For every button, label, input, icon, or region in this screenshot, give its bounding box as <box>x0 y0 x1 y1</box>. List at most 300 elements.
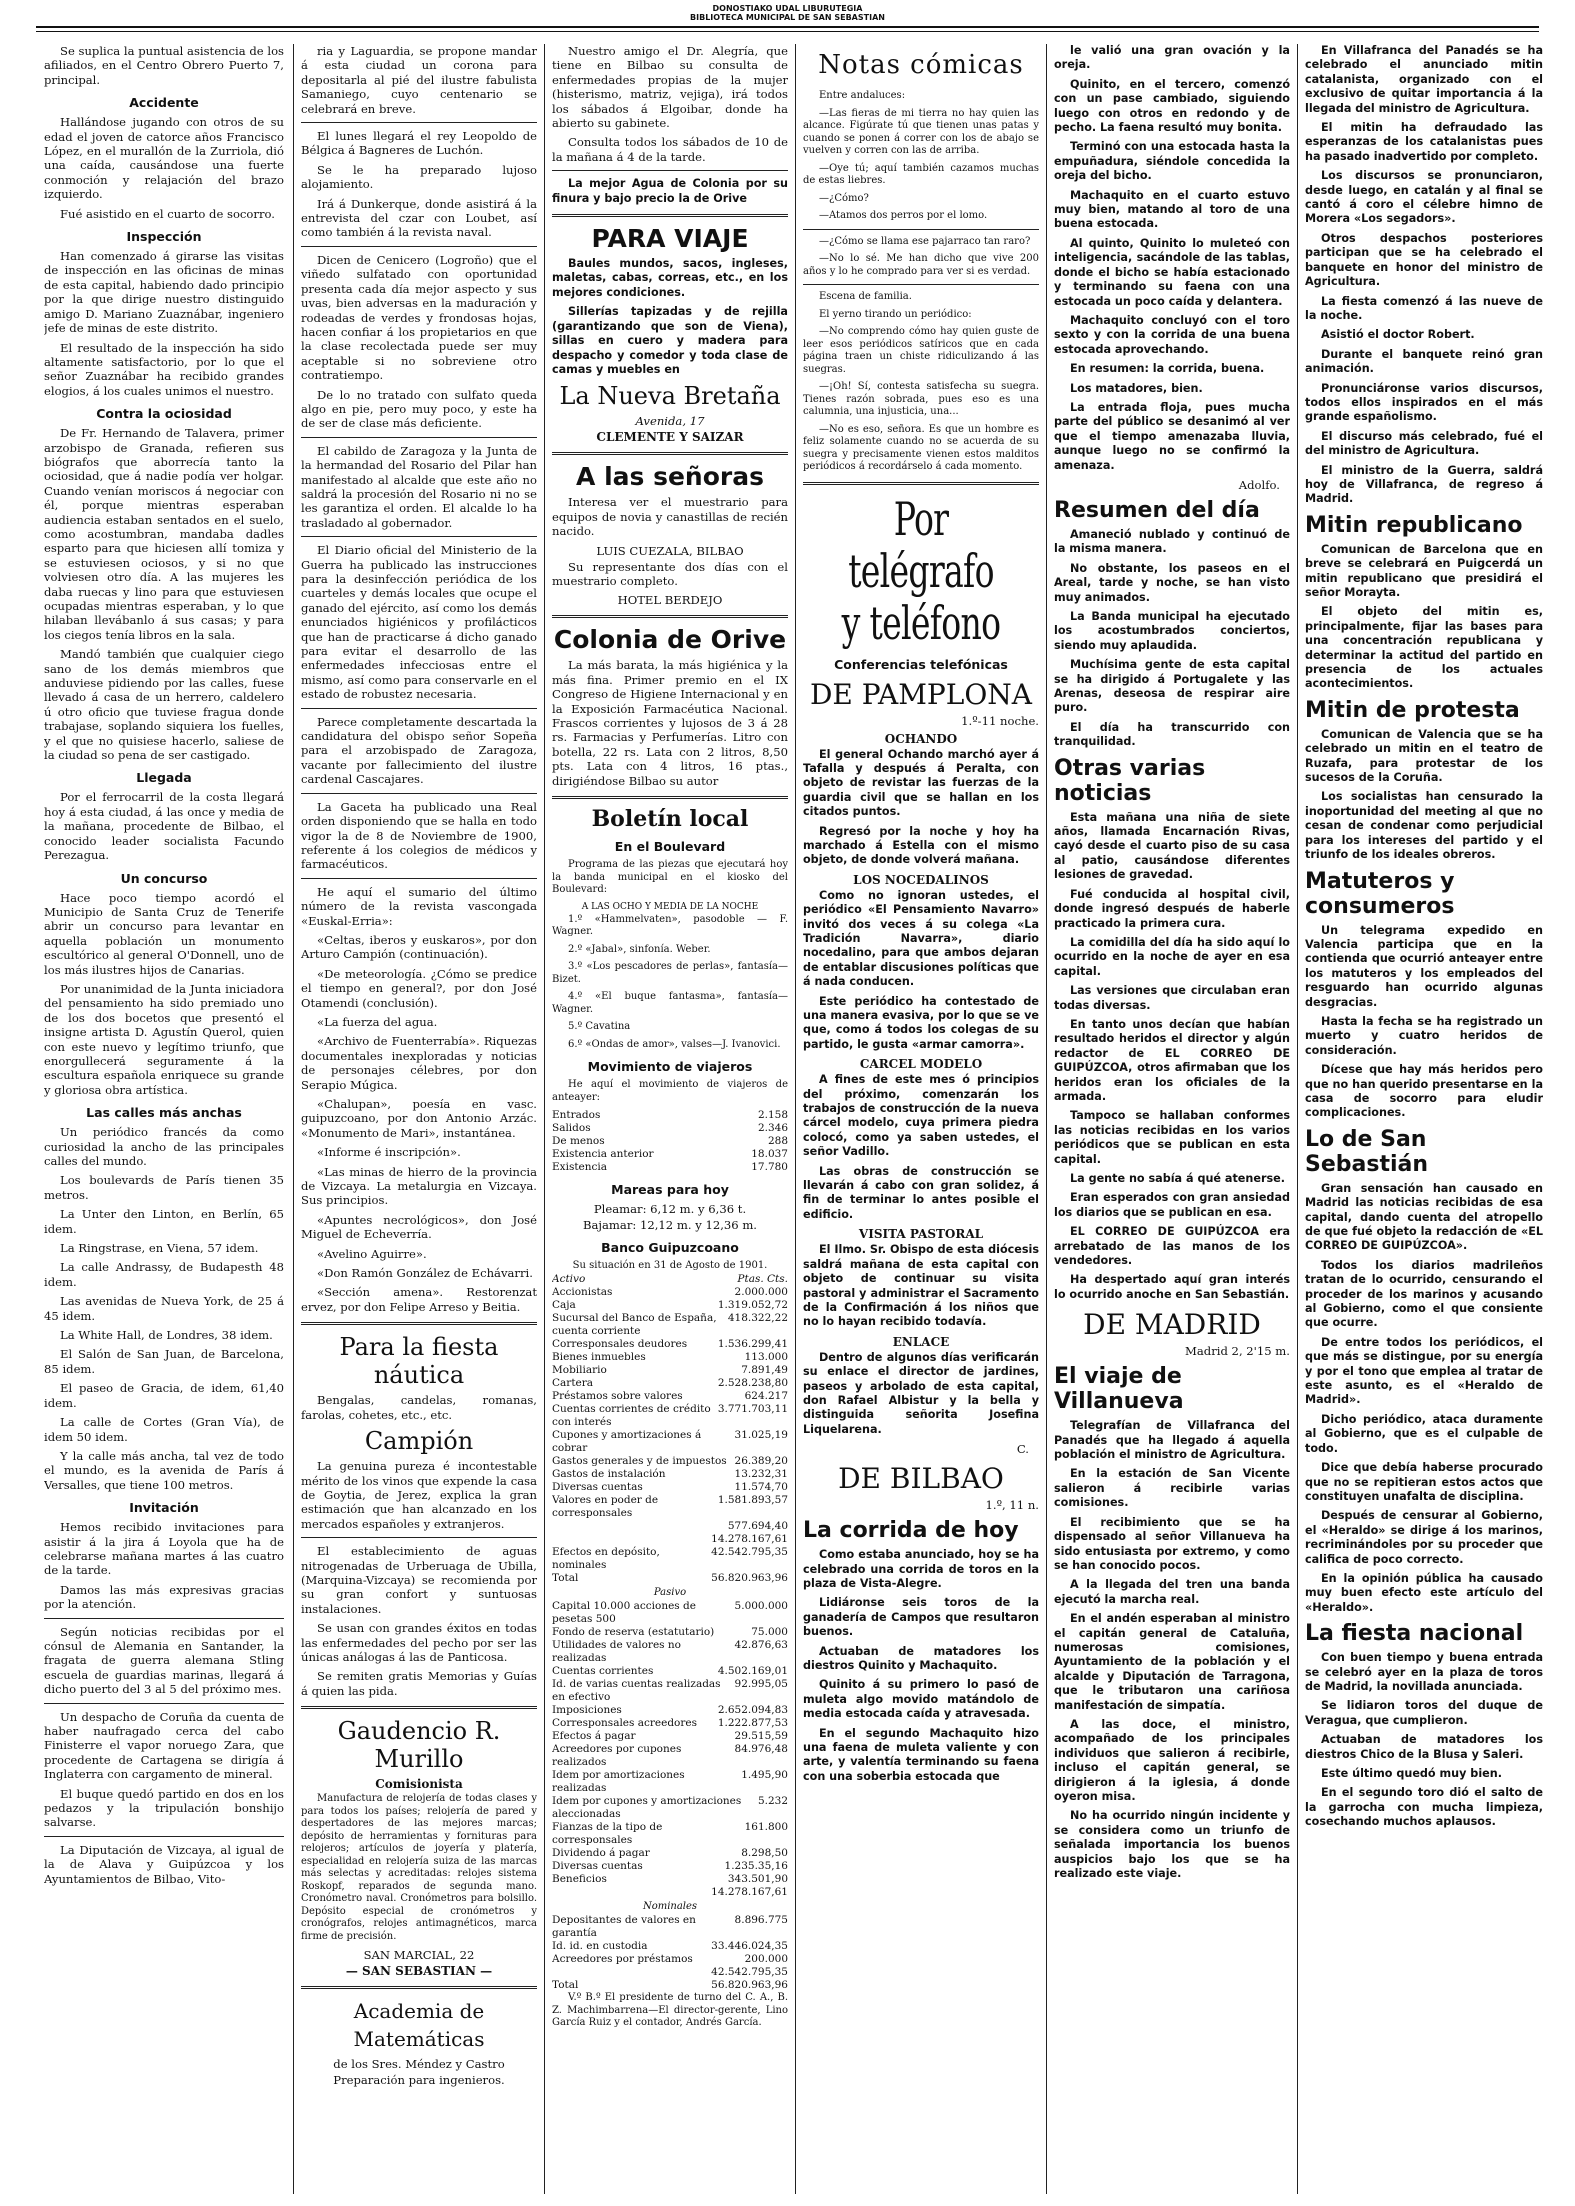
paragraph: El Salón de San Juan, de Barcelona, 85 idem. <box>44 1347 284 1376</box>
paragraph: En tanto unos decían que habían resultado heridos el director y algún redactor de EL CORREO DE GUIPÚZCOA, otros afirmaban que los heridos eran los oficiales de la armada. <box>1054 1017 1290 1103</box>
signature: C. <box>1016 1442 1029 1457</box>
table-row: De menos 288 <box>552 1135 788 1147</box>
paragraph: La mejor Agua de Colonia por su finura y bajo precio la de Orive <box>552 177 788 205</box>
divider <box>301 1986 537 1989</box>
paragraph: Al quinto, Quinito lo muleteó con inteligencia, sacándole de las tablas, donde el bicho se había estacionado y terminando su faena con una estocada un poco caída y delantera. <box>1054 236 1290 308</box>
paragraph: Hasta la fecha se ha registrado un muerto y cuatro heridos de consideración. <box>1305 1014 1543 1057</box>
paragraph: En resumen: la corrida, buena. <box>1070 362 1265 376</box>
ad-subtitle: Comisionista <box>375 1777 463 1792</box>
paragraph: La Gaceta ha publicado una Real orden disponiendo que se halla en todo vigor la de 8 de Noviembre de 1900, referente á los colegios de médicos y farmacéuticos. <box>301 799 537 872</box>
table-row: Entrados 2.158 <box>552 1109 788 1121</box>
program-time: A LAS OCHO Y MEDIA DE LA NOCHE <box>581 901 759 912</box>
table-cell-value: 75.000 <box>751 1626 788 1638</box>
table-header: Pasivo <box>653 1587 687 1598</box>
bank-activo-table <box>552 1286 788 1585</box>
table-row <box>552 1953 788 1966</box>
divider <box>803 229 1039 230</box>
table-cell-value: 3.771.703,11 <box>717 1403 788 1415</box>
divider <box>552 615 788 618</box>
paragraph: El Diario oficial del Ministerio de la Guerra ha publicado las instrucciones para la desinfección periódica de los cuarteles y demás locales que ocupe el ganado del ejército, así como los demás enunciados higiénicos y profilácticos que han de practicarse á dicho ganado para evitar el desarrollo de las enfermedades infecciosas entre el mismo, así como para conservarle en el estado de robustez necesaria. <box>301 543 537 702</box>
paragraph: —Atamos dos perros por el lomo. <box>819 210 988 221</box>
columns <box>44 44 1546 2194</box>
divider <box>44 1836 284 1837</box>
table-cell-label: Corresponsales acreedores <box>552 1717 698 1729</box>
table-cell-label: Utilidades de valores no realizadas <box>552 1639 681 1664</box>
table-cell-label: Capital 10.000 acciones de pesetas 500 <box>552 1600 696 1625</box>
section-heading: Banco Guipuzcoano <box>601 1240 739 1255</box>
paragraph: Los boulevards de París tienen 35 metros. <box>44 1173 284 1202</box>
table-cell-label: Imposiciones <box>552 1704 622 1716</box>
column-3 <box>552 44 788 2194</box>
section-heading-pamplona: DE PAMPLONA <box>809 677 1033 711</box>
paragraph: El paseo de Gracia, de idem, 61,40 idem. <box>44 1381 284 1410</box>
table-cell-value: 1.581.893,57 <box>717 1494 788 1506</box>
paragraph: Todos los diarios madrileños tratan de lo ocurrido, censurando el proceder de los marinos y acusando al Gobierno, como el que consiente que ocurre. <box>1305 1258 1543 1330</box>
paragraph: De entre todos los periódicos, el que más se distingue, por su energía y por el tono que emplea al tratar de este asunto, es el «Heraldo de Madrid». <box>1305 1335 1543 1407</box>
table-cell-label: Idem por amortizaciones realizadas <box>552 1769 685 1794</box>
table-cell-value: 1.222.877,53 <box>717 1717 788 1729</box>
table-cell-value: 13.232,31 <box>734 1468 788 1480</box>
paragraph: El mitin ha defraudado las esperanzas de los catalanistas pues ha pasado inadvertido por completo. <box>1305 121 1543 163</box>
table-cell-value: 29.515,59 <box>734 1730 788 1742</box>
table-row <box>552 1364 788 1377</box>
table-header: Activo Ptas. Cts. <box>552 1273 788 1285</box>
section-heading: Contra la ociosidad <box>96 406 232 422</box>
paragraph: Durante el banquete reinó gran animación. <box>1305 347 1543 376</box>
paragraph: De lo no tratado con sulfato queda algo en pie, pero muy poco, y este ha de ser de clase más deficiente. <box>301 387 537 431</box>
paragraph: He aquí el movimiento de viajeros de anteayer: <box>552 1079 788 1103</box>
divider <box>301 708 537 709</box>
table-row <box>552 1351 788 1364</box>
table-row <box>552 1286 788 1299</box>
paragraph: «Apuntes necrológicos», don José Miguel de Echeverría. <box>301 1212 537 1242</box>
paragraph: Regresó por la noche y hoy ha marchado á Estella con el mismo objeto, de donde volverá mañana. <box>803 824 1039 867</box>
table-cell-value: 56.820.963,96 <box>711 1979 788 1991</box>
table-cell-label: Efectos á pagar <box>552 1730 636 1742</box>
paragraph: Su representante dos días con el muestrario completo. <box>552 559 788 588</box>
table-row <box>552 1455 788 1468</box>
paragraph: Un telegrama expedido en Valencia participa que en la contienda que ocurrió anteayer entre los matuteros y los empleados del resguardo han ocurrido algunas desgracias. <box>1305 923 1543 1009</box>
paragraph: Asistió el doctor Robert. <box>1321 328 1475 342</box>
table-cell-value: 42.542.795,35 <box>711 1966 788 1978</box>
table-cell-value: 56.820.963,96 <box>711 1572 788 1584</box>
paragraph: Hallándose jugando con otros de su edad el joven de catorce años Francisco López, en el murallón de la Zurriola, dió una caída, causándose una fuerte conmoción y relajación del brazo izquierdo. <box>44 115 284 202</box>
paragraph: Consulta todos los sábados de 10 de la mañana á 4 de la tarde. <box>552 135 788 164</box>
table-cell-label: Sucursal del Banco de España, cuenta corriente <box>552 1312 717 1337</box>
paragraph: La Ringstrase, en Viena, 57 idem. <box>60 1241 259 1256</box>
table-row <box>552 1769 788 1795</box>
paragraph: La fiesta comenzó á las nueve de la noche. <box>1305 294 1543 322</box>
paragraph: La Banda municipal ha ejecutado los acostumbrados conciertos, siendo muy aplaudida. <box>1054 610 1290 652</box>
bank-date: Su situación en 31 de Agosto de 1901. <box>572 1260 768 1271</box>
paragraph: Comunican de Barcelona que en breve se celebrará en Puigcerdá un mitin republicano que presidirá el señor Morayta. <box>1305 542 1543 599</box>
paragraph: Según noticias recibidas por el cónsul de Alemania en Santander, la fragata de guerra alemana Stling escuela de guardias marinas, llegará á dicho puerto del 3 al 5 del próximo mes. <box>44 1624 284 1697</box>
paragraph: —Oye tú; aquí también cazamos muchas de estas liebres. <box>803 162 1039 186</box>
ad-title-nautica: Para la fiesta náutica <box>339 1333 499 1390</box>
paragraph: «Don Ramón González de Echávarri. <box>317 1266 533 1281</box>
table-row <box>552 1743 788 1769</box>
paragraph: —No es eso, señora. Es que un hombre es feliz solamente cuando no se acuerda de su suegra y precisamente vienen estos malditos periódicos á recordárselo á cada momento. <box>803 423 1039 472</box>
divider <box>803 284 1039 285</box>
table-cell-value: 84.976,48 <box>734 1743 788 1755</box>
ad-title-orive: Colonia de Orive <box>553 625 787 655</box>
section-heading-notas: Notas cómicas <box>818 50 1024 80</box>
paragraph: Como estaba anunciado, hoy se ha celebrado una corrida de toros en la plaza de Vista-Alegre. <box>803 1548 1039 1590</box>
paragraph: Otros despachos posteriores participan que se ha celebrado el banquete en honor del ministro de Agricultura. <box>1305 231 1543 289</box>
section-heading-bilbao: DE BILBAO <box>838 1462 1004 1496</box>
dateline: Madrid 2, 2'15 m. <box>1185 1344 1290 1359</box>
paragraph: La genuina pureza é incontestable mérito de los vinos que expende la casa de Goytia, de Jerez, explica la gran estimación que han alcanzado en los mercados españoles y extranjeros. <box>301 1459 537 1531</box>
ad-title-senoras: A las señoras <box>576 462 764 492</box>
paragraph: le valió una gran ovación y la oreja. <box>1054 44 1290 72</box>
paragraph: Se usan con grandes éxitos en todas las enfermedades del pecho por ser las únicas análogas á las de Panticosa. <box>301 1621 537 1664</box>
table-cell-label: Cartera <box>552 1377 594 1389</box>
table-cell-label: Cuentas corrientes de crédito con interés <box>552 1403 711 1428</box>
column-rule <box>544 44 545 2194</box>
column-4 <box>803 44 1039 2194</box>
paragraph: EL CORREO DE GUIPÚZCOA era arrebatado de las manos de los vendedores. <box>1054 1225 1290 1268</box>
ad-names: CLEMENTE Y SAIZAR <box>596 430 744 445</box>
dateline: 1.º-11 noche. <box>961 713 1039 728</box>
paragraph: El ministro de la Guerra, saldrá hoy de Villafranca, de regreso á Madrid. <box>1305 463 1543 506</box>
table-row <box>552 1299 788 1312</box>
paragraph: Hace poco tiempo acordó el Municipio de Santa Cruz de Tenerife abrir un concurso para levantar en aquella población un monumento escultórico al general O'Donnell, uno de los más ilustres hijos de Canarias. <box>44 890 284 977</box>
table-row <box>552 1730 788 1743</box>
divider <box>44 1703 284 1704</box>
paragraph: «De meteorología. ¿Cómo se predice el tiempo en general?, por don José Otamendi (conclusión). <box>301 966 537 1010</box>
paragraph: La Unter den Linton, en Berlín, 65 idem. <box>44 1207 284 1236</box>
section-heading-fiesta: La fiesta nacional <box>1305 1621 1524 1647</box>
paragraph: Pronunciáronse varios discursos, todos ellos inspirados en el más grande españolismo. <box>1305 381 1543 424</box>
table-row <box>552 1520 788 1533</box>
paragraph: En el segundo toro dió el salto de la garrocha con mucha limpieza, cosechando muchos aplausos. <box>1305 1786 1543 1829</box>
paragraph: A las doce, el ministro, acompañado de los principales individuos que salieron á recibirle, incluso el capitán general, se dirigieron á la iglesia, á donde oyeron misa. <box>1054 1717 1290 1803</box>
tide-line: Pleamar: 6,12 m. y 6,36 t. <box>593 1202 747 1216</box>
paragraph: Dice que debía haberse procurado que no se repitieran estos actos que constituyen unafalta de disciplina. <box>1305 1461 1543 1503</box>
table-row <box>552 1481 788 1494</box>
section-heading-mitin-protesta: Mitin de protesta <box>1305 697 1520 723</box>
table-row <box>552 1966 788 1979</box>
table-cell-value: 1.536.299,41 <box>717 1338 788 1350</box>
table-row: Salidos 2.346 <box>552 1122 788 1134</box>
paragraph: Dicho periódico, ataca duramente al Gobierno, que es el culpable de todo. <box>1305 1412 1543 1455</box>
column-rule <box>1046 44 1047 2194</box>
table-row <box>552 1533 788 1546</box>
program-item: 3.º «Los pescadores de perlas», fantasía—Bizet. <box>552 961 788 985</box>
paragraph: Esta mañana una niña de siete años, llamada Encarnación Rivas, cayó desde el cuarto piso de su casa al patio, causándose diferentes lesiones de gravedad. <box>1054 810 1290 882</box>
paragraph: «Avelino Aguirre». <box>317 1246 427 1261</box>
divider <box>301 1322 537 1325</box>
paragraph: Las obras de construcción se llevarán á cabo con gran solidez, á fin de terminar lo antes posible el edificio. <box>803 1164 1039 1221</box>
table-cell-value: 1.495,90 <box>741 1769 788 1781</box>
divider <box>301 437 537 438</box>
table-cell-value: 42.542.795,35 <box>711 1546 788 1558</box>
paragraph: Manufactura de relojería de todas clases y para todos los países; relojería de pared y despertadores de las mejores marcas; depósito de herramientas y fornituras para relojeros; artículos de joyería y platería, especialidad en relojería suiza de las marcas más selectas y acreditadas: relojes sistema Roskopf, reparados de segunda mano. Cronómetro naval. Cronómetros para bolsillo. Depósito especial de cronómetros y cronógrafos, relojes antimagnéticos, marca firme de precisión. <box>301 1793 537 1942</box>
paragraph: Lidiáronse seis toros de la ganadería de Campos que resultaron buenos. <box>803 1596 1039 1639</box>
paragraph: Fué conducida al hospital civil, donde ingresó después de haberle practicado la primera cura. <box>1054 887 1290 930</box>
section-heading-resumen: Resumen del día <box>1054 497 1260 523</box>
table-row <box>552 1338 788 1351</box>
paragraph: Se lidiaron toros del duque de Veragua, que cumplieron. <box>1305 1699 1543 1727</box>
paragraph: La Diputación de Vizcaya, al igual de la de Alava y Guipúzcoa y los Ayuntamientos de Bilbao, Vito- <box>44 1842 284 1886</box>
table-row <box>552 1572 788 1585</box>
paragraph: Hemos recibido invitaciones para asistir á la jira á Loyola que ha de celebrarse mañana martes á las cuatro de la tarde. <box>44 1520 284 1578</box>
paragraph: Bengalas, candelas, romanas, farolas, cohetes, etc., etc. <box>301 1393 537 1422</box>
divider <box>552 452 788 455</box>
bank-pasivo-table <box>552 1600 788 1899</box>
table-row <box>552 1403 788 1429</box>
table-row <box>552 1639 788 1665</box>
ad-line: de los Sres. Méndez y Castro <box>333 2057 505 2072</box>
table-row <box>552 1873 788 1886</box>
table-row <box>552 1979 788 1992</box>
table-cell-label: Corresponsales deudores <box>552 1338 688 1350</box>
section-heading-boletin: Boletín local <box>591 806 749 832</box>
table-cell-label: Total <box>552 1572 579 1584</box>
divider <box>552 796 788 799</box>
column-5 <box>1054 44 1290 2194</box>
paragraph: Los socialistas han censurado la inoportunidad del meeting al que no cesan de condenar como perjudicial para los intereses del partido y el triunfo de los ideales obreros. <box>1305 790 1543 862</box>
paragraph: Dentro de algunos días verificarán su enlace el director de jardines, paseos y arbolado de esta capital, don Rafael Albistur y la bella y distinguida señorita Josefina Liquelarena. <box>803 1350 1039 1436</box>
section-heading: Movimiento de viajeros <box>587 1059 753 1074</box>
paragraph: En la estación de San Vicente salieron á recibirle varias comisiones. <box>1054 1467 1290 1510</box>
table-cell-value: 31.025,19 <box>734 1429 788 1441</box>
table-cell-value: 577.694,40 <box>727 1520 788 1532</box>
table-cell-value: 11.574,70 <box>734 1481 788 1493</box>
table-row <box>552 1704 788 1717</box>
section-heading-corrida: La corrida de hoy <box>803 1518 1019 1544</box>
table-cell-value: 14.278.167,61 <box>711 1533 788 1545</box>
ad-line: Preparación para ingenieros. <box>333 2073 505 2088</box>
paragraph: Gran sensación han causado en Madrid las noticias recibidas de esa capital, dando cuenta del atropello de que fué objeto la redacción de «EL CORREO DE GUIPÚZCOA». <box>1305 1181 1543 1253</box>
table-cell-value: 1.319.052,72 <box>717 1299 788 1311</box>
table-cell-label: Acreedores por cupones realizados <box>552 1743 682 1768</box>
table-cell-label: Caja <box>552 1299 576 1311</box>
column-1 <box>44 44 284 2194</box>
table-cell-label: Gastos generales y de impuestos <box>552 1455 727 1467</box>
section-heading-telegrafo: Por telégrafo y teléfono <box>841 491 1001 650</box>
paragraph: Programa de las piezas que ejecutará hoy la banda municipal en el kiosko del Boulevard: <box>552 859 788 895</box>
paragraph: «Informe é inscripción». <box>317 1145 461 1160</box>
section-heading: Inspección <box>126 229 202 245</box>
paragraph: El resultado de la inspección ha sido altamente satisfactorio, por lo que el señor Zuaznábar ha recibido grandes elogios, á los cuales unimos el nuestro. <box>44 340 284 398</box>
table-cell-label: Accionistas <box>552 1286 613 1298</box>
library-stamp-line2: BIBLIOTECA MUNICIPAL DE SAN SEBASTIAN <box>690 13 885 22</box>
movement-table <box>552 1109 788 1174</box>
table-cell-value: 7.891,49 <box>741 1364 788 1376</box>
paragraph: Las avenidas de Nueva York, de 25 á 45 idem. <box>44 1294 284 1323</box>
paragraph: Se remiten gratis Memorias y Guías á quien las pida. <box>301 1669 537 1698</box>
divider <box>301 793 537 794</box>
paragraph: De Fr. Hernando de Talavera, primer arzobispo de Granada, refieren sus biógrafos que aborrecía tanto la ociosidad, que á nadie podía ver holgar. Cuando venían moriscos á negociar con él, porque mientras esperaban audiencia estaban sentados en el suelo, como acostumbran, mandaba dadles esparto para que hiciesen allí tomiza y se estuviesen ociosos, y si no que volviesen otro día. A las mujeres les daba ruecas y lino para que estuviesen ocupadas mientras esperaban, y lo que hilaban llevábanlo á sus casas; y para los ciegos tenía libros en la sala. <box>44 426 284 642</box>
table-row <box>552 1429 788 1455</box>
column-rule <box>1297 44 1298 2194</box>
divider <box>301 878 537 879</box>
divider <box>552 170 788 171</box>
paragraph: En Villafranca del Panadés se ha celebrado el anunciado mitin catalanista, organizado con el exclusivo de quitar importancia á la llegada del ministro de Agricultura. <box>1305 44 1543 115</box>
paragraph: Interesa ver el muestrario para equipos de novia y canastillas de recién nacido. <box>552 495 788 539</box>
divider <box>552 214 788 217</box>
ad-title-murillo: Gaudencio R. Murillo <box>337 1717 501 1774</box>
paragraph: A la llegada del tren una banda ejecutó la marcha real. <box>1054 1578 1290 1606</box>
paragraph: Irá á Dunkerque, donde asistirá á la entrevista del czar con Loubet, así como también á la revista naval. <box>301 196 537 240</box>
paragraph: Machaquito concluyó con el toro sexto y con la corrida de una buena estocada aprovechando. <box>1054 313 1290 356</box>
table-row <box>552 1795 788 1821</box>
table-cell-value: 5.232 <box>757 1795 788 1807</box>
table-cell-value: 161.800 <box>744 1821 788 1833</box>
table-cell-value: 2.000.000 <box>734 1286 788 1298</box>
paragraph: Nuestro amigo el Dr. Alegría, que tiene en Bilbao su consulta de enfermedades propias de la mujer (histerismo, matriz, vejiga), irá todos los sábados á Elgoibar, donde ha abierto su gabinete. <box>552 44 788 131</box>
paragraph: V.º B.º El presidente de turno del C. A., B. Z. Machimbarrena—El director-gerente, Lino García Ruiz y el contador, Andrés García. <box>552 1992 788 2028</box>
table-row <box>552 1600 788 1626</box>
ad-title-bretana: La Nueva Bretaña <box>559 382 781 411</box>
table-row <box>552 1390 788 1403</box>
paragraph: Con buen tiempo y buena entrada se celebró ayer en la plaza de toros de Madrid, la novillada anunciada. <box>1305 1651 1543 1693</box>
table-row <box>552 1886 788 1899</box>
paragraph: La calle de Cortes (Gran Vía), de idem 50 idem. <box>44 1415 284 1444</box>
paragraph: «Sección amena». Restorenzat ervez, por don Felipe Arreso y Beitia. <box>301 1285 537 1314</box>
table-cell-label: Efectos en depósito, nominales <box>552 1546 660 1571</box>
paragraph: El lunes llegará el rey Leopoldo de Bélgica á Bagneres de Luchón. <box>301 129 537 158</box>
paragraph: La entrada floja, pues mucha parte del público se desanimó al ver que el tiempo amenazaba lluvia, aunque luego no se confirmó la amenaza. <box>1054 400 1290 472</box>
paragraph: Comunican de Valencia que se ha celebrado un mitin en el teatro de Ruzafa, para protestar de los sucesos de la Coruña. <box>1305 727 1543 785</box>
paragraph: Por el ferrocarril de la costa llegará hoy á esta ciudad, á las once y media de la mañana, procedente de Bilbao, el conocido leader socialista Facundo Perezagua. <box>44 790 284 863</box>
table-cell-label: Fianzas de la tipo de corresponsales <box>552 1821 663 1846</box>
paragraph: Terminó con una estocada hasta la empuñadura, siéndole concedida la oreja del bicho. <box>1054 140 1290 183</box>
table-cell-label: Diversas cuentas <box>552 1481 643 1493</box>
subheading: LOS NOCEDALINOS <box>853 872 989 887</box>
table-cell-value: 4.502.169,01 <box>717 1665 788 1677</box>
paragraph: Por unanimidad de la Junta iniciadora del pensamiento ha sido premiado uno de los dos bocetos que presentó el insigne artista D. Agustín Querol, quien con este nuevo y legítimo triunfo, que enorgullecerá seguramente á la escultura española enriquece su grande y gloriosa obra artística. <box>44 981 284 1097</box>
table-cell-value: 2.528.238,80 <box>717 1377 788 1389</box>
section-heading-matuteros: Matuteros y consumeros <box>1305 868 1455 919</box>
paragraph: Escena de familia. <box>819 291 912 302</box>
divider <box>803 482 1039 485</box>
ad-title-campion: Campión <box>364 1427 474 1456</box>
paragraph: He aquí el sumario del último número de la revista vascongada «Euskal-Erria»: <box>301 884 537 928</box>
paragraph: A fines de este mes ó principios del próximo, comenzarán los trabajos de construcción de la nueva cárcel modelo, cuya primera piedra colocó, como ya saben ustedes, el señor Vadillo. <box>803 1073 1039 1159</box>
program-item: 6.º «Ondas de amor», valses—J. Ivanovici. <box>568 1038 781 1050</box>
paragraph: El día ha transcurrido con tranquilidad. <box>1054 720 1290 749</box>
table-row: Existencia anterior 18.037 <box>552 1148 788 1160</box>
program-item: 5.º Cavatina <box>568 1021 631 1032</box>
paragraph: El objeto del mitin es, principalmente, fijar las bases para una concentración republicana y determinar la actitud del partido en presencia de los actuales acontecimientos. <box>1305 605 1543 691</box>
table-cell-value: 1.235.35,16 <box>724 1860 788 1872</box>
divider <box>44 1618 284 1619</box>
table-cell-value: 113.000 <box>744 1351 788 1363</box>
table-row <box>552 1468 788 1481</box>
table-header: Nominales <box>642 1901 698 1912</box>
table-cell-label: Cupones y amortizaciones á cobrar <box>552 1429 702 1454</box>
paragraph: La calle Andrassy, de Budapesth 48 idem. <box>44 1260 284 1289</box>
paragraph: El Ilmo. Sr. Obispo de esta diócesis saldrá mañana de esta capital con objeto de continuar su visita pastoral y administrar el Sacramento de la Confirmación á los niños que no lo hayan recibido todavía. <box>803 1243 1039 1329</box>
table-row <box>552 1626 788 1639</box>
table-row <box>552 1821 788 1847</box>
subheading: OCHANDO <box>884 731 958 746</box>
paragraph: «Archivo de Fuenterrabía». Riquezas documentales inexploradas y noticias de personajes célebres, por don Serapio Múgica. <box>301 1034 537 1092</box>
divider <box>301 122 537 123</box>
paragraph: ria y Laguardia, se propone mandar á esta ciudad un corona para depositarla al pié del ilustre fabulista Samaniego, cuyo centenario se celebrará en breve. <box>301 44 537 116</box>
table-cell-label: Fondo de reserva (estatutario) <box>552 1626 715 1638</box>
paragraph: —¿Cómo se llama ese pajarraco tan raro? <box>819 235 1031 247</box>
table-cell-value: 8.298,50 <box>741 1847 788 1859</box>
bank-nominales-table <box>552 1914 788 1992</box>
table-cell-label: Depositantes de valores en garantía <box>552 1914 696 1939</box>
table-row <box>552 1717 788 1730</box>
paragraph: Este periódico ha contestado de una manera evasiva, por lo que se ve que, como á todos los colegas de su partido, le gusta «armar camorra». <box>803 994 1039 1051</box>
paragraph: —Las fieras de mi tierra no hay quien las alcance. Figúrate tú que tienen unas patas y cuando se ponen á correr con los de abajo se vuelven y corren con las de arriba. <box>803 107 1039 156</box>
table-row <box>552 1546 788 1572</box>
table-cell-value: 14.278.167,61 <box>711 1886 788 1898</box>
table-cell-value: 200.000 <box>744 1953 788 1965</box>
table-cell-label: Dividendo á pagar <box>552 1847 650 1859</box>
paragraph: La comidilla del día ha sido aquí lo ocurrido en la noche de ayer en esa capital. <box>1054 935 1290 978</box>
paragraph: Se suplica la puntual asistencia de los afiliados, en el Centro Obrero Puerto 7, principal. <box>44 44 284 87</box>
section-heading: Mareas para hoy <box>611 1182 729 1197</box>
section-heading: Conferencias telefónicas <box>834 656 1008 672</box>
paragraph: Amaneció nublado y continuó de la misma manera. <box>1054 527 1290 556</box>
subheading: VISITA PASTORAL <box>858 1227 984 1242</box>
program-item: 1.º «Hammelvaten», pasodoble — F. Wagner. <box>552 913 788 937</box>
paragraph: «Chalupan», poesía en vasc. guipuzcoano, por don Antonio Arzác. «Monumento de Mari», instantánea. <box>301 1097 537 1140</box>
table-row <box>552 1377 788 1390</box>
paragraph: Machaquito en el cuarto estuvo muy bien, matando al toro de una buena estocada. <box>1054 188 1290 231</box>
paragraph: El cabildo de Zaragoza y la Junta de la hermandad del Rosario del Pilar han manifestado al alcalde que este año no saldrá la procesión del Rosario ni no se les garantiza el orden. El alcalde lo ha trasladado al gobernador. <box>301 443 537 530</box>
table-row <box>552 1860 788 1873</box>
paragraph: La gente no sabía á qué atenerse. <box>1070 1172 1285 1185</box>
table-cell-label: Id. id. en custodia <box>552 1940 648 1952</box>
table-cell-label: Beneficios <box>552 1873 607 1885</box>
section-heading: Un concurso <box>120 870 208 886</box>
section-heading: Llegada <box>136 770 192 786</box>
column-rule <box>293 44 294 2194</box>
table-row: Existencia 17.780 <box>552 1161 788 1173</box>
paragraph: —No lo sé. Me han dicho que vive 200 años y lo he comprado para ver si es verdad. <box>803 253 1039 277</box>
library-stamp-line1: DONOSTIAKO UDAL LIBURUTEGIA <box>712 4 863 13</box>
paragraph: Los discursos se pronunciaron, desde luego, en catalán y al final se cantó á coro el célebre himno de Morera «Los segadors». <box>1305 169 1543 226</box>
table-row <box>552 1494 788 1520</box>
table-cell-value: 42.876,63 <box>734 1639 788 1651</box>
paragraph: El establecimiento de aguas nitrogenadas de Urberuaga de Ubilla, (Marquina-Vizcaya) se recomienda por su gran confort y suntuosas instalaciones. <box>301 1544 537 1616</box>
table-cell-value: 26.389,20 <box>734 1455 788 1467</box>
divider <box>301 1706 537 1709</box>
ad-address: Avenida, 17 <box>635 414 705 429</box>
paragraph: No ha ocurrido ningún incidente y se considera como un triunfo de señalada importancia los buenos auspicios bajo los que se ha realizado este viaje. <box>1054 1809 1290 1881</box>
paragraph: La White Hall, de Londres, 38 idem. <box>60 1328 273 1343</box>
table-cell-label: Acreedores por préstamos <box>552 1953 693 1965</box>
table-row <box>552 1678 788 1704</box>
paragraph: «Celtas, iberos y euskaros», por don Arturo Campión (continuación). <box>301 932 537 962</box>
paragraph: Los matadores, bien. <box>1070 381 1203 395</box>
paragraph: —No comprendo cómo hay quien guste de leer esos periódicos satíricos que en cada página traen un chiste ridiculizando á las suegras. <box>803 326 1039 375</box>
top-rule <box>36 26 1539 28</box>
paragraph: Telegrafían de Villafranca del Panadés que ha llegado á aquella población el ministro de Agricultura. <box>1054 1419 1290 1462</box>
paragraph: Dicen de Cenicero (Logroño) que el viñedo sulfatado con oportunidad presenta cada día mejor aspecto y sus uvas, bien adversas en la maduración y rodeadas de verdes y frondosas hojas, hacen confiar á los propietarios en que la clase recolectada puede ser muy aceptable si no sobreviene otro contratiempo. <box>301 252 537 383</box>
section-heading-madrid: DE MADRID <box>1083 1308 1261 1342</box>
dateline: 1.º, 11 n. <box>985 1498 1039 1513</box>
divider <box>301 246 537 247</box>
ad-name: LUIS CUEZALA, BILBAO <box>596 543 744 558</box>
table-cell-value: 2.652.094,83 <box>717 1704 788 1716</box>
table-cell-value: 8.896.775 <box>734 1914 788 1926</box>
paragraph: El general Ochando marchó ayer á Tafalla y después á Peralta, con objeto de revistar las fuerzas de la guardia civil que se hallan en los citados puntos. <box>803 747 1039 819</box>
table-cell-label: Bienes inmuebles <box>552 1351 646 1363</box>
table-row <box>552 1312 788 1338</box>
ad-hotel: HOTEL BERDEJO <box>617 593 723 608</box>
paragraph: Quinito, en el tercero, comenzó con un pase cambiado, siguiendo luego con otros en redondo y de pecho. La faena resultó muy bonita. <box>1054 77 1290 135</box>
table-row <box>552 1914 788 1940</box>
table-cell-label: Préstamos sobre valores <box>552 1390 683 1402</box>
